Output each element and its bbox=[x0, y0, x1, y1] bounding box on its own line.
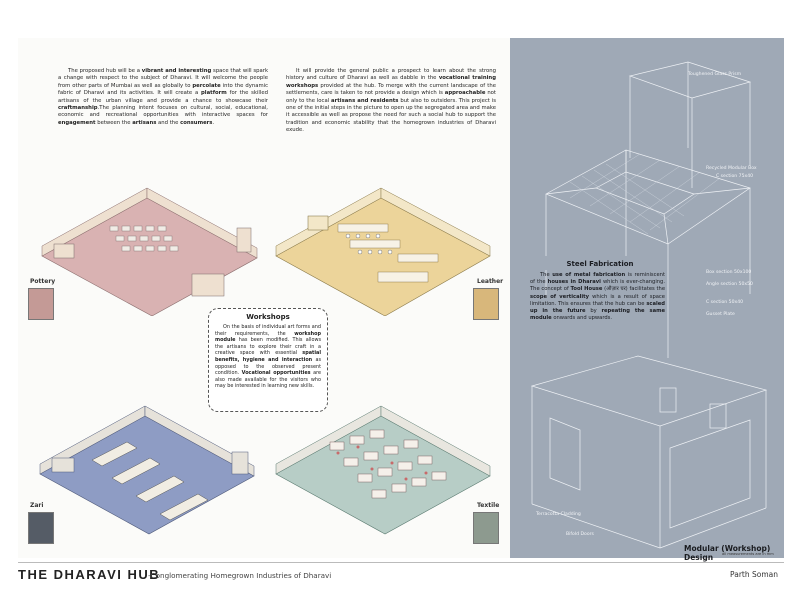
callout-bifold-doors: Bifold Doors bbox=[566, 532, 594, 537]
textile-label: Textile bbox=[477, 502, 500, 509]
callout-box-section: Box section 50x100 bbox=[706, 270, 752, 275]
textile-photo bbox=[473, 512, 499, 544]
pottery-label: Pottery bbox=[30, 278, 56, 285]
callout-glass-prism: Toughened Glass Prism bbox=[688, 72, 742, 77]
callout-gusset-plate: Gusset Plate bbox=[706, 312, 735, 317]
callout-c-section-75: C section 75x40 bbox=[716, 174, 754, 179]
callout-terracotta-cladding: Terracotta Cladding bbox=[536, 512, 581, 517]
pottery-photo bbox=[28, 288, 54, 320]
footer-divider bbox=[18, 562, 784, 563]
zari-photo bbox=[28, 512, 54, 544]
callout-modular-box: Recycled Modular Box bbox=[706, 166, 757, 171]
leather-workshop-drawing bbox=[268, 176, 498, 316]
intro-text-column-1: The proposed hub will be a vibrant and interesting space that will spark a change with respect to the subject of Dharavi. It will welcome the people from other parts of Mumbai as well as globally to percolate into the dynamic fabric of Dharavi and its activities. It will create a platform for the skilled artisans of the urban village and provide a chance to showcase their craftmanship.The planning intent focuses on cultural, social, educational, economic and recreational opportunities with interactive spaces for engagement between the artisans and the consumers. bbox=[58, 68, 269, 126]
steel-fabrication-text: The use of metal fabrication is reminiscent of the houses in Dharavi which is ever-changing. The concept of Tool House (औज़ार घर) facilitates the scope of verticality which is a result of space limitation. This ensures that the hub can be scaled up in the future by repeating the same module onwards and upwards. bbox=[530, 272, 666, 322]
modular-design-title: Modular (Workshop) Design bbox=[684, 544, 771, 562]
modular-design-note: all measurements are in mm bbox=[722, 552, 774, 556]
callout-c-section-50: C section 50x40 bbox=[706, 300, 744, 305]
workshops-description: On the basis of individual art forms and their requirements, the workshop module has been modified. This allows the artisans to explore their craft in a creative space with essential spatial benefits, hygiene and interaction as opposed to the observed present condition. Vocational opportunities are also made available for the visitors who may be interested in learning new skills. bbox=[215, 324, 321, 390]
zari-label: Zari bbox=[30, 502, 44, 509]
zari-workshop-drawing bbox=[32, 396, 262, 536]
workshops-title: Workshops bbox=[246, 313, 290, 321]
presentation-sheet bbox=[18, 38, 784, 562]
steel-fabrication-panel bbox=[510, 38, 784, 562]
intro-text-column-2: It will provide the general public a prospect to learn about the strong history and culture of Dharavi as well as dabble in the vocational training workshops provided at the hub. To merge with the current landscape of the settlements, care is taken to not provide a design which is approachable not only to the local artisans and residents but also to outsiders. This project is one of the initial steps in the picture to open up the segregated area and make it accessible as well as propose the need for such a social hub to support the tradition and economic stability that the homegrown industries of Dharavi exude. bbox=[286, 68, 496, 134]
author-name: Parth Soman bbox=[730, 570, 778, 579]
steel-fabrication-title: Steel Fabrication bbox=[566, 260, 634, 268]
callout-angle-section: Angle section 50x50 bbox=[706, 282, 753, 287]
pottery-workshop-drawing bbox=[32, 176, 262, 316]
leather-photo bbox=[473, 288, 499, 320]
textile-workshop-drawing bbox=[268, 396, 498, 536]
project-title: THE DHARAVI HUB bbox=[18, 567, 161, 582]
leather-label: Leather bbox=[477, 278, 504, 285]
project-subtitle: -Conglomerating Homegrown Industries of Dharavi bbox=[148, 571, 332, 580]
